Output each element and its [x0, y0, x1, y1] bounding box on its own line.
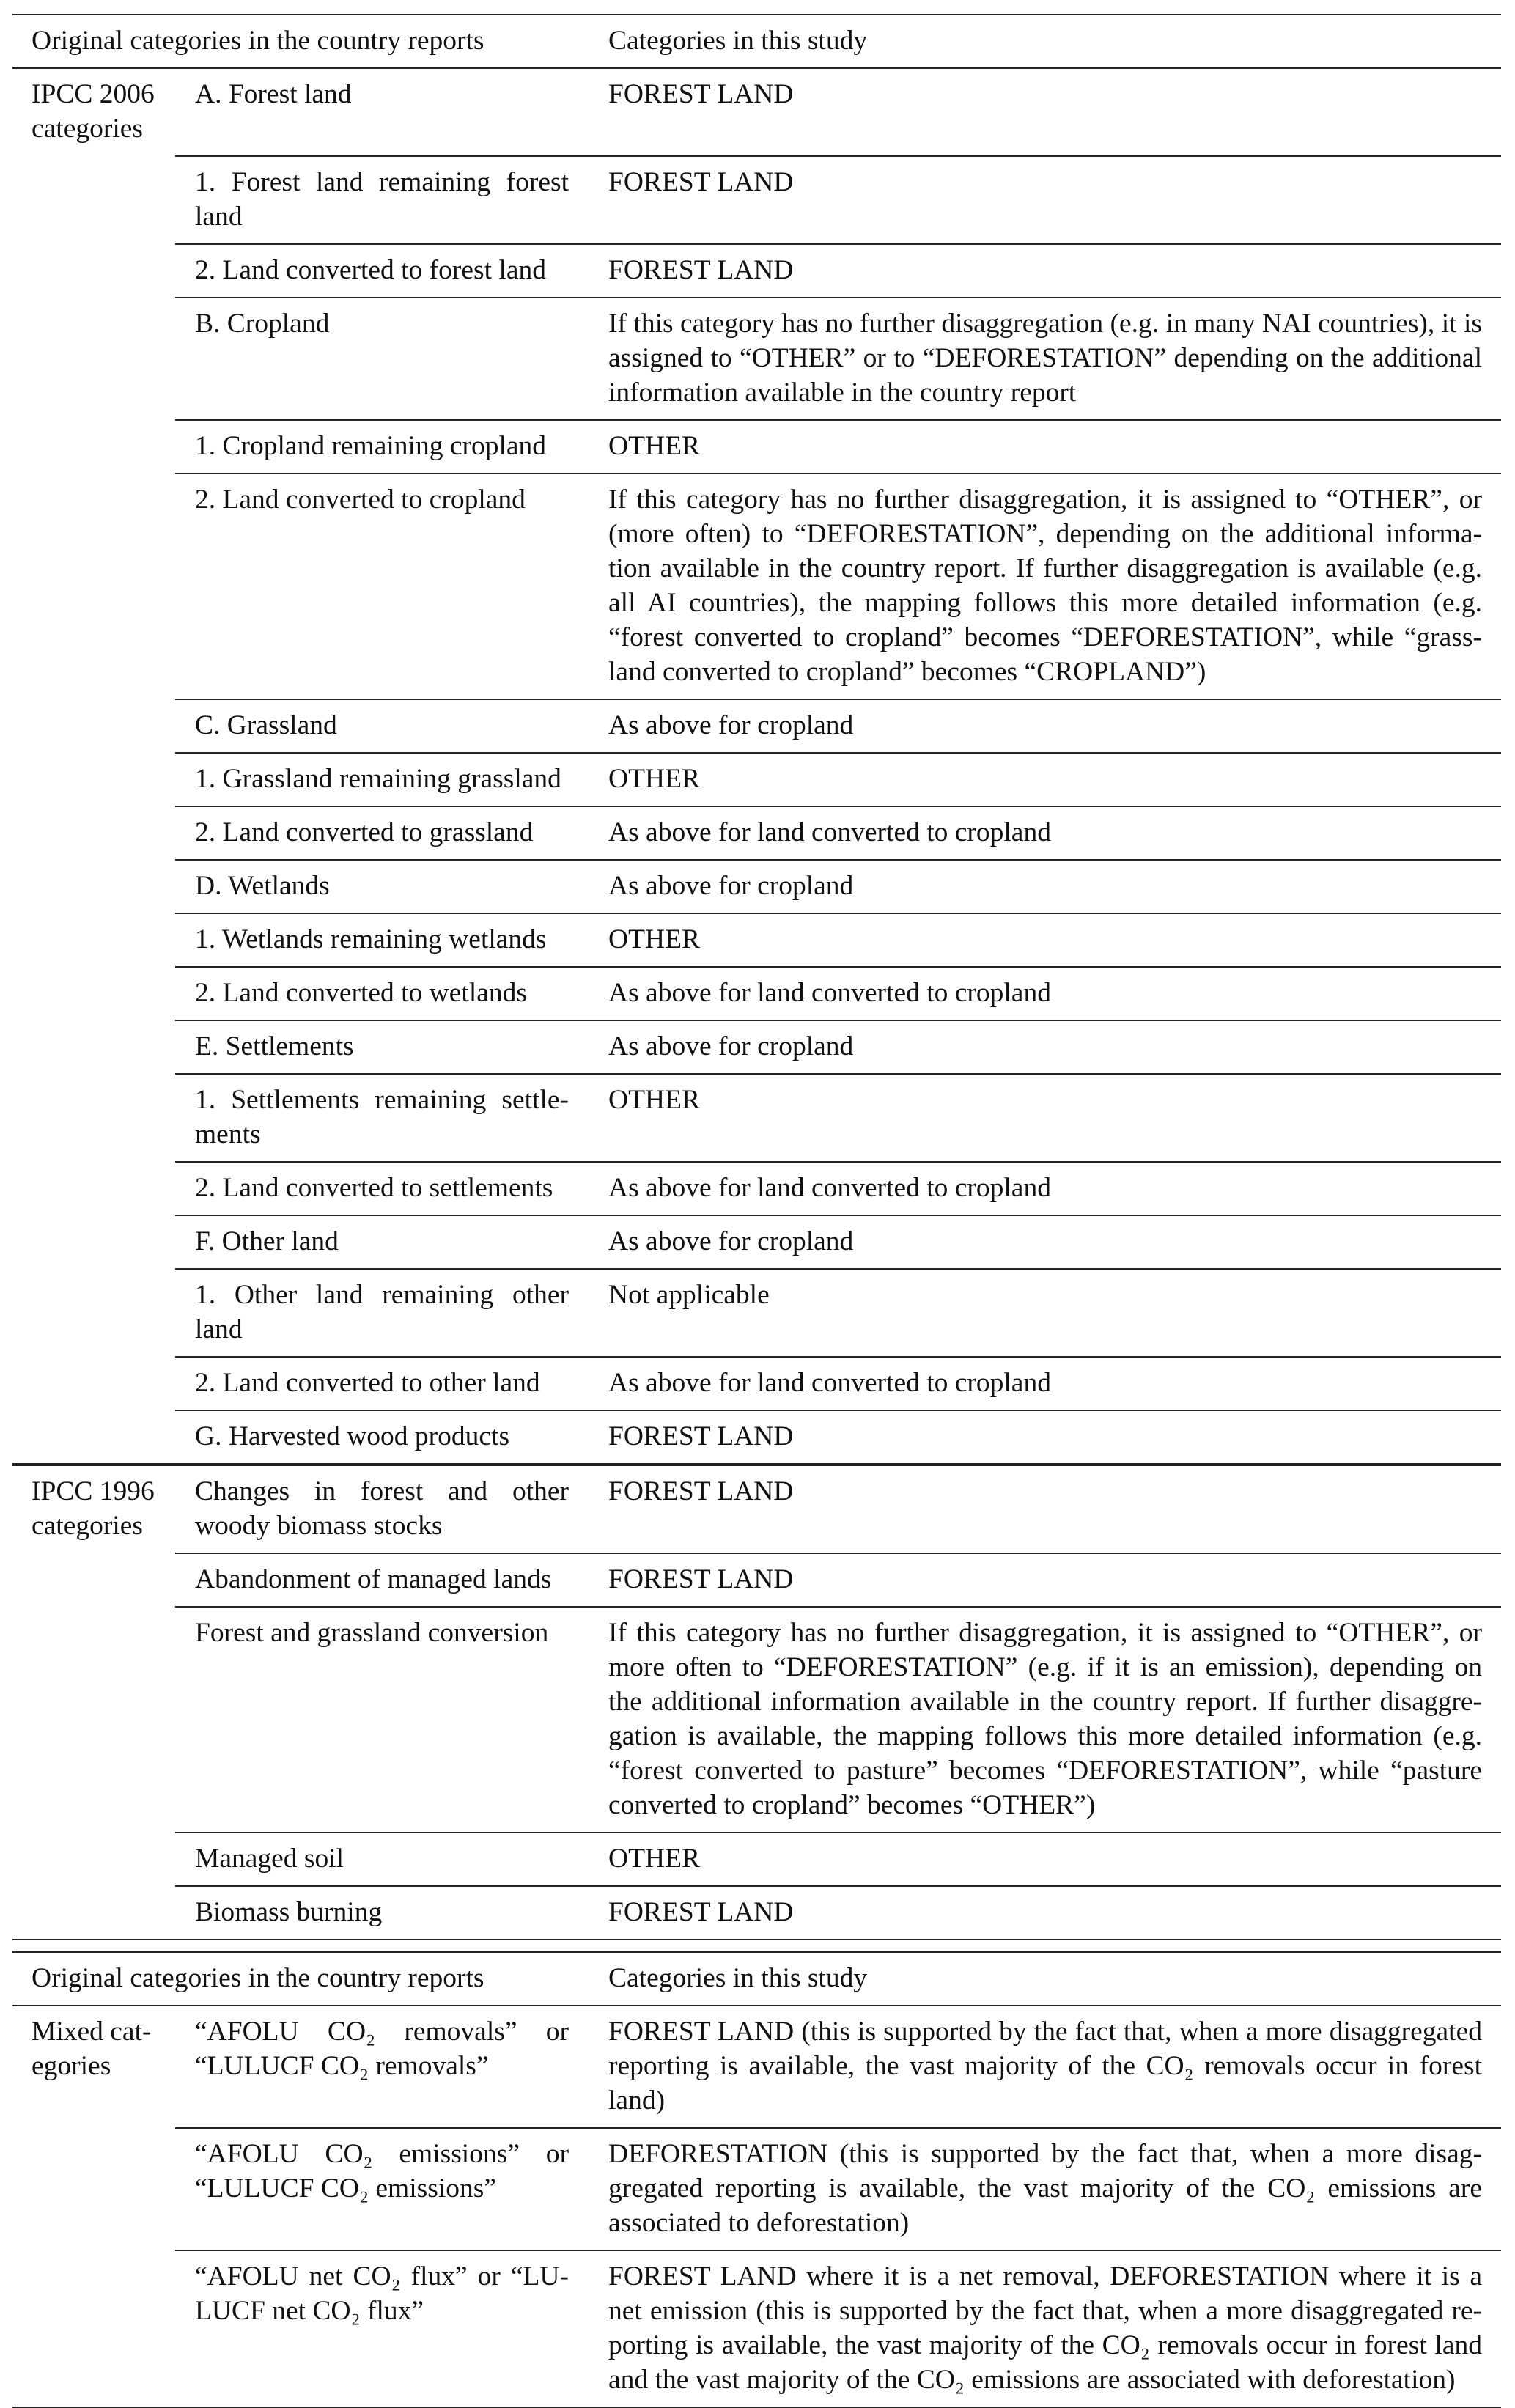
cell-line: 1. Wetlands remaining wetlands	[195, 924, 547, 954]
group-label-cell	[12, 1358, 175, 1410]
study-category-cell	[589, 914, 1501, 966]
cell-line: “LULUCF CO₂ removals”	[195, 2051, 489, 2081]
study-category-cell	[589, 1411, 1501, 1463]
header-original-categories	[12, 1953, 589, 2005]
original-category-cell	[175, 861, 589, 913]
study-category-cell	[589, 1021, 1501, 1073]
table-row	[12, 1606, 1501, 1832]
cell-line: 1. Grassland remaining grassland	[195, 764, 561, 794]
cell-line: and the vast majority of the CO₂ emissions are associated with deforestation)	[608, 2365, 1456, 2395]
original-category-cell	[175, 1358, 589, 1410]
cell-line: tion available in the country report. If further disaggregation is available (e.g.	[608, 553, 1482, 583]
cell-line: As above for cropland	[608, 710, 854, 740]
original-category-cell	[175, 1466, 589, 1553]
table-row	[12, 1073, 1501, 1161]
group-label-cell	[12, 861, 175, 913]
cell-line: land)	[608, 2085, 666, 2116]
group-label-cell	[12, 700, 175, 752]
cell-line: OTHER	[608, 1844, 700, 1874]
cell-line: 2. Land converted to grassland	[195, 817, 534, 847]
original-category-cell	[175, 1216, 589, 1268]
study-category-cell	[589, 421, 1501, 473]
cell-line: As above for cropland	[608, 1226, 854, 1256]
original-category-cell	[175, 1163, 589, 1215]
cell-line: woody biomass stocks	[195, 1511, 443, 1541]
cell-line: If this category has no further disaggregation (e.g. in many NAI countries), it is	[608, 309, 1482, 339]
study-category-cell	[589, 700, 1501, 752]
header-study-label: Categories in this study	[608, 26, 868, 56]
mapping-table-2	[12, 1951, 1501, 2408]
table-row	[12, 699, 1501, 752]
study-category-cell	[589, 1216, 1501, 1268]
table-row	[12, 1832, 1501, 1885]
original-category-cell	[175, 1075, 589, 1161]
study-category-cell	[589, 1466, 1501, 1553]
table-row	[12, 1465, 1501, 1553]
table-row	[12, 297, 1501, 419]
study-category-cell	[589, 754, 1501, 806]
cell-line: categories	[32, 114, 143, 144]
group-label-cell	[12, 1270, 175, 1356]
cell-line: IPCC 1996	[32, 1476, 155, 1506]
study-category-cell	[589, 2251, 1501, 2407]
cell-line: 1. Forest land remaining forest	[195, 167, 569, 197]
cell-line: As above for land converted to cropland	[608, 1173, 1051, 1203]
group-label-cell	[12, 421, 175, 473]
group-label-cell	[12, 245, 175, 297]
cell-line: As above for cropland	[608, 871, 854, 901]
cell-line: Not applicable	[608, 1280, 770, 1310]
study-category-cell	[589, 1608, 1501, 1832]
cell-line: porting is available, the vast majority of the CO₂ removals occur in forest land	[608, 2330, 1482, 2360]
study-category-cell	[589, 861, 1501, 913]
study-category-cell	[589, 1163, 1501, 1215]
original-category-cell	[175, 1554, 589, 1606]
table-row	[12, 1356, 1501, 1410]
original-category-cell	[175, 421, 589, 473]
cell-line: E. Settlements	[195, 1031, 354, 1061]
cell-line: “AFOLU CO₂ emissions” or	[195, 2139, 569, 2169]
cell-line: G. Harvested wood products	[195, 1421, 510, 1451]
cell-line: If this category has no further disaggregation, it is assigned to “OTHER”, or	[608, 1618, 1482, 1648]
cell-line: C. Grassland	[195, 710, 337, 740]
cell-line: 2. Land converted to cropland	[195, 485, 526, 515]
cell-line: more often to “DEFORESTATION” (e.g. if it is an emission), depending on	[608, 1652, 1482, 1682]
original-category-cell	[175, 2006, 589, 2127]
cell-line: FOREST LAND	[608, 1564, 794, 1594]
cell-line: 2. Land converted to wetlands	[195, 978, 527, 1008]
cell-line: ments	[195, 1119, 261, 1149]
cell-line: all AI countries), the mapping follows this more detailed information (e.g.	[608, 588, 1482, 618]
cell-line: LUCF net CO₂ flux”	[195, 2296, 424, 2326]
header-study-label: Categories in this study	[608, 1963, 868, 1993]
cell-line: Managed soil	[195, 1844, 344, 1874]
study-category-cell	[589, 1833, 1501, 1885]
table-row	[12, 1410, 1501, 1463]
table-header-row	[12, 1953, 1501, 2006]
group-label-cell	[12, 968, 175, 1020]
table-row	[12, 419, 1501, 473]
table-row	[12, 1268, 1501, 1356]
table-row	[12, 752, 1501, 806]
cell-line: “forest converted to cropland” becomes “DEFORESTATION”, while “grass-	[608, 622, 1482, 652]
category-group	[12, 69, 1501, 1463]
group-label-cell	[12, 1411, 175, 1463]
cell-line: egories	[32, 2051, 111, 2081]
cell-line: 2. Land converted to forest land	[195, 255, 547, 285]
cell-line: gregated reporting is available, the vast majority of the CO₂ emissions are	[608, 2173, 1482, 2203]
table-row	[12, 2006, 1501, 2127]
cell-line: B. Cropland	[195, 309, 330, 339]
cell-line: associated to deforestation)	[608, 2208, 910, 2238]
cell-line: land	[195, 1314, 243, 1344]
group-label-cell	[12, 1021, 175, 1073]
table-row	[12, 243, 1501, 297]
cell-line: Forest and grassland conversion	[195, 1618, 549, 1648]
cell-line: the additional information available in the country report. If further disaggre-	[608, 1687, 1482, 1717]
table-row	[12, 1020, 1501, 1073]
group-label-cell	[12, 1466, 175, 1553]
cell-line: (more often) to “DEFORESTATION”, depending on the additional informa-	[608, 519, 1482, 549]
group-label-cell	[12, 1887, 175, 1939]
table-row	[12, 473, 1501, 699]
group-label-cell	[12, 754, 175, 806]
cell-line: A. Forest land	[195, 79, 352, 109]
cell-spacer	[195, 111, 569, 146]
cell-line: categories	[32, 1511, 143, 1541]
cell-line: “LULUCF CO₂ emissions”	[195, 2173, 496, 2203]
cell-line: Biomass burning	[195, 1897, 383, 1927]
original-category-cell	[175, 157, 589, 243]
header-study-categories	[589, 15, 1501, 67]
table-row	[12, 806, 1501, 859]
cell-line: Mixed cat-	[32, 2017, 152, 2047]
study-category-cell	[589, 968, 1501, 1020]
cell-line: FOREST LAND where it is a net removal, DEFORESTATION where it is a	[608, 2261, 1482, 2291]
original-category-cell	[175, 69, 589, 155]
table-row	[12, 2250, 1501, 2407]
group-label-cell	[12, 2251, 175, 2407]
cell-line: land converted to cropland” becomes “CROPLAND”)	[608, 657, 1206, 687]
table-row	[12, 913, 1501, 966]
cell-line: FOREST LAND	[608, 1897, 794, 1927]
mapping-table-1	[12, 14, 1501, 1940]
cell-line: DEFORESTATION (this is supported by the fact that, when a more disag-	[608, 2139, 1482, 2169]
cell-line: reporting is available, the vast majority of the CO₂ removals occur in forest	[608, 2051, 1482, 2081]
group-label-cell	[12, 69, 175, 155]
group-label-cell	[12, 1163, 175, 1215]
cell-line: information available in the country report	[608, 378, 1077, 408]
original-category-cell	[175, 2251, 589, 2407]
original-category-cell	[175, 1833, 589, 1885]
original-category-cell	[175, 2129, 589, 2250]
category-group	[12, 1463, 1501, 1939]
cell-line: F. Other land	[195, 1226, 339, 1256]
cell-line: gation is available, the mapping follows this more detailed information (e.g.	[608, 1721, 1482, 1751]
original-category-cell	[175, 1270, 589, 1356]
group-label-cell	[12, 1833, 175, 1885]
cell-line: D. Wetlands	[195, 871, 330, 901]
cell-line: As above for land converted to cropland	[608, 817, 1051, 847]
table-row	[12, 1161, 1501, 1215]
original-category-cell	[175, 245, 589, 297]
table-row	[12, 1215, 1501, 1268]
cell-line: “AFOLU net CO₂ flux” or “LU-	[195, 2261, 569, 2291]
group-label-cell	[12, 914, 175, 966]
cell-line: FOREST LAND	[608, 167, 794, 197]
original-category-cell	[175, 1021, 589, 1073]
original-category-cell	[175, 807, 589, 859]
study-category-cell	[589, 157, 1501, 243]
cell-line: IPCC 2006	[32, 79, 155, 109]
cell-line: Abandonment of managed lands	[195, 1564, 552, 1594]
table-header-row	[12, 15, 1501, 69]
cell-line: FOREST LAND	[608, 255, 794, 285]
cell-line: As above for land converted to cropland	[608, 1368, 1051, 1398]
study-category-cell	[589, 1554, 1501, 1606]
original-category-cell	[175, 1608, 589, 1832]
cell-line: OTHER	[608, 1085, 700, 1115]
cell-line: 1. Other land remaining other	[195, 1280, 569, 1310]
table-row	[12, 1553, 1501, 1606]
group-label-cell	[12, 1608, 175, 1832]
group-label-cell	[12, 1075, 175, 1161]
study-category-cell	[589, 2006, 1501, 2127]
group-label-cell	[12, 1554, 175, 1606]
cell-line: converted to cropland” becomes “OTHER”)	[608, 1790, 1096, 1820]
cell-line: “forest converted to pasture” becomes “DEFORESTATION”, while “pasture	[608, 1756, 1482, 1786]
header-original-label: Original categories in the country reports	[32, 26, 484, 56]
study-category-cell	[589, 69, 1501, 155]
cell-line: 2. Land converted to settlements	[195, 1173, 553, 1203]
group-label-cell	[12, 157, 175, 243]
table-row	[12, 859, 1501, 913]
original-category-cell	[175, 700, 589, 752]
cell-line: land	[195, 202, 243, 232]
cell-line: assigned to “OTHER” or to “DEFORESTATION” depending on the additional	[608, 343, 1482, 373]
group-label-cell	[12, 807, 175, 859]
header-original-categories	[12, 15, 589, 67]
group-label-cell	[12, 1216, 175, 1268]
cell-line: OTHER	[608, 431, 700, 461]
original-category-cell	[175, 474, 589, 699]
original-category-cell	[175, 754, 589, 806]
cell-line: 1. Cropland remaining cropland	[195, 431, 547, 461]
table-row	[12, 69, 1501, 155]
cell-line: FOREST LAND	[608, 79, 794, 109]
header-study-categories	[589, 1953, 1501, 2005]
category-mapping-table-document	[12, 14, 1501, 2408]
study-category-cell	[589, 298, 1501, 419]
header-original-label: Original categories in the country reports	[32, 1963, 484, 1993]
cell-line: 2. Land converted to other land	[195, 1368, 540, 1398]
table-row	[12, 155, 1501, 243]
cell-line: “AFOLU CO₂ removals” or	[195, 2017, 569, 2047]
cell-line: FOREST LAND	[608, 1421, 794, 1451]
cell-line: FOREST LAND	[608, 1476, 794, 1506]
study-category-cell	[589, 807, 1501, 859]
study-category-cell	[589, 2129, 1501, 2250]
group-label-cell	[12, 298, 175, 419]
table-row	[12, 1885, 1501, 1939]
cell-line: OTHER	[608, 764, 700, 794]
study-category-cell	[589, 1887, 1501, 1939]
study-category-cell	[589, 1075, 1501, 1161]
original-category-cell	[175, 1887, 589, 1939]
study-category-cell	[589, 245, 1501, 297]
study-category-cell	[589, 1358, 1501, 1410]
cell-line: 1. Settlements remaining settle-	[195, 1085, 569, 1115]
group-label-cell	[12, 2129, 175, 2250]
study-category-cell	[589, 474, 1501, 699]
cell-line: FOREST LAND (this is supported by the fact that, when a more disaggregated	[608, 2017, 1482, 2047]
study-category-cell	[589, 1270, 1501, 1356]
group-label-cell	[12, 474, 175, 699]
cell-line: As above for land converted to cropland	[608, 978, 1051, 1008]
category-group	[12, 2006, 1501, 2407]
cell-line: net emission (this is supported by the fact that, when a more disaggregated re-	[608, 2296, 1482, 2326]
original-category-cell	[175, 298, 589, 419]
cell-line: As above for cropland	[608, 1031, 854, 1061]
group-label-cell	[12, 2006, 175, 2127]
original-category-cell	[175, 914, 589, 966]
cell-line: OTHER	[608, 924, 700, 954]
cell-line: If this category has no further disaggregation, it is assigned to “OTHER”, or	[608, 485, 1482, 515]
original-category-cell	[175, 1411, 589, 1463]
original-category-cell	[175, 968, 589, 1020]
cell-line: Changes in forest and other	[195, 1476, 569, 1506]
table-row	[12, 2127, 1501, 2250]
table-row	[12, 966, 1501, 1020]
